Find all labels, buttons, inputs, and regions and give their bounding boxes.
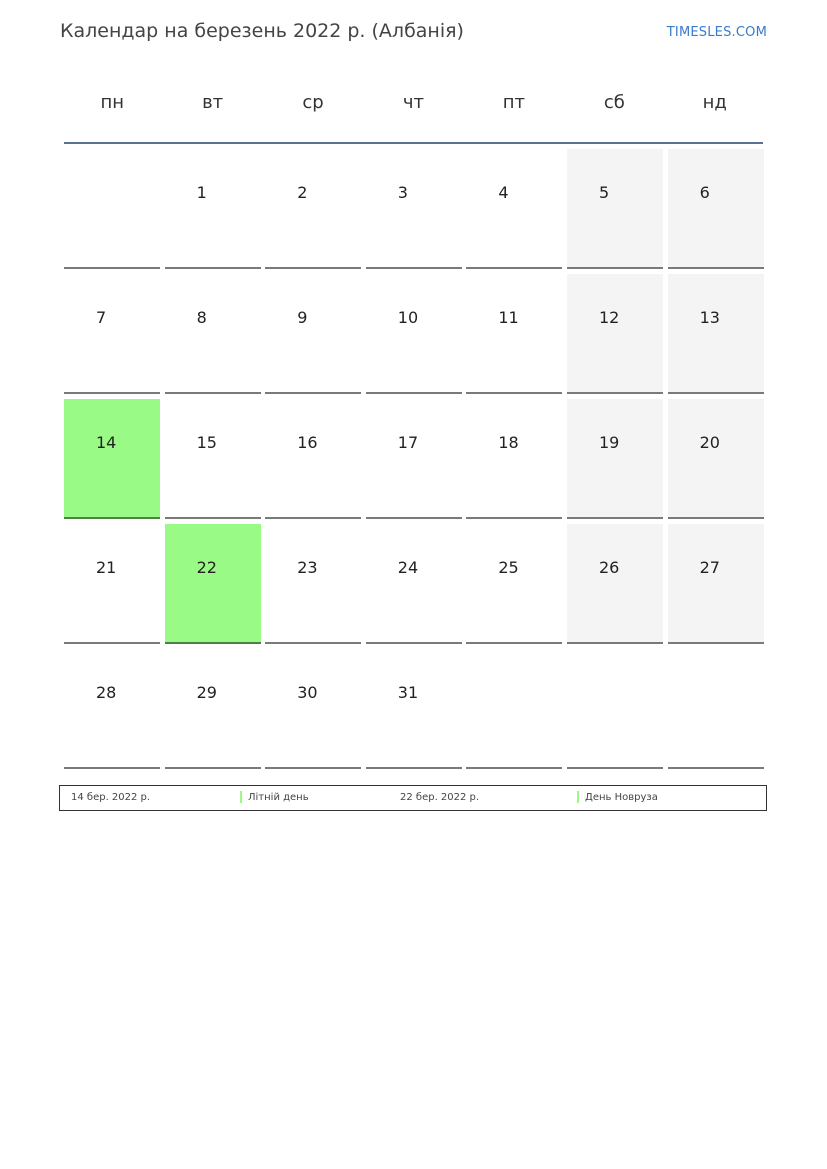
weekday-sat: сб	[603, 92, 625, 113]
day-number: 11	[498, 308, 519, 327]
day-cell-3	[366, 149, 462, 269]
day-cell-5	[567, 149, 663, 269]
day-number: 8	[196, 308, 207, 327]
legend-date-1: 14 бер. 2022 р.	[71, 792, 151, 803]
day-number: 25	[498, 558, 519, 577]
day-number: 12	[598, 308, 620, 327]
weekday-mon: пн	[100, 92, 124, 113]
calendar-grid	[64, 149, 764, 769]
empty-day-cell	[64, 149, 160, 269]
day-number: 19	[598, 433, 620, 452]
day-cell-22	[165, 524, 261, 644]
day-number: 23	[297, 558, 318, 577]
day-number: 10	[397, 308, 419, 327]
day-number: 9	[297, 308, 308, 327]
day-cell-11	[466, 274, 562, 394]
day-cell-25	[466, 524, 562, 644]
day-number: 3	[397, 183, 408, 202]
day-number: 5	[598, 183, 610, 202]
day-cell-13	[668, 274, 764, 394]
day-number: 6	[699, 183, 710, 202]
day-number: 22	[196, 558, 217, 577]
day-number: 28	[96, 683, 117, 702]
legend-label-1: Літній день	[248, 792, 309, 803]
day-number: 26	[598, 558, 620, 577]
day-number: 17	[397, 433, 419, 452]
brand-link[interactable]: TIMESLES.COM	[666, 25, 767, 40]
day-cell-27	[668, 524, 764, 644]
day-number: 21	[96, 558, 117, 577]
day-cell-21	[64, 524, 160, 644]
day-number: 29	[196, 683, 217, 702]
day-cell-15	[165, 399, 261, 519]
header-divider	[64, 142, 763, 144]
day-number: 24	[397, 558, 419, 577]
day-number: 27	[699, 558, 720, 577]
day-cell-23	[265, 524, 361, 644]
day-cell-7	[64, 274, 160, 394]
weekday-fri: пт	[502, 92, 526, 113]
day-cell-29	[165, 649, 261, 769]
day-cell-9	[265, 274, 361, 394]
empty-day-cell	[567, 649, 663, 769]
page-title: Календар на березень 2022 р. (Албанія)	[60, 20, 464, 42]
day-number: 16	[297, 433, 318, 452]
day-number: 15	[196, 433, 217, 452]
day-cell-20	[668, 399, 764, 519]
empty-day-cell	[466, 649, 562, 769]
day-cell-26	[567, 524, 663, 644]
day-number: 20	[699, 433, 720, 452]
day-number: 4	[498, 183, 509, 202]
day-number: 18	[498, 433, 519, 452]
day-number: 7	[96, 308, 107, 327]
day-cell-8	[165, 274, 261, 394]
day-cell-2	[265, 149, 361, 269]
day-number: 2	[297, 183, 308, 202]
weekday-tue: вт	[202, 92, 224, 113]
day-cell-28	[64, 649, 160, 769]
legend-label-2: День Новруза	[585, 792, 658, 803]
day-cell-10	[366, 274, 462, 394]
day-number: 31	[397, 683, 419, 702]
empty-day-cell	[668, 649, 764, 769]
weekday-header	[62, 80, 765, 130]
day-cell-18	[466, 399, 562, 519]
day-cell-14	[64, 399, 160, 519]
day-cell-17	[366, 399, 462, 519]
day-cell-1	[165, 149, 261, 269]
day-number: 13	[699, 308, 720, 327]
weekday-wed: ср	[302, 92, 324, 113]
day-cell-6	[668, 149, 764, 269]
day-cell-4	[466, 149, 562, 269]
holiday-legend	[59, 785, 767, 811]
day-number: 14	[96, 433, 117, 452]
day-cell-16	[265, 399, 361, 519]
day-cell-24	[366, 524, 462, 644]
weekday-thu: чт	[402, 92, 425, 113]
day-number: 30	[297, 683, 318, 702]
day-cell-30	[265, 649, 361, 769]
day-number: 1	[196, 183, 207, 202]
weekday-sun: нд	[702, 92, 727, 113]
day-cell-12	[567, 274, 663, 394]
day-cell-31	[366, 649, 462, 769]
legend-date-2: 22 бер. 2022 р.	[400, 792, 480, 803]
day-cell-19	[567, 399, 663, 519]
